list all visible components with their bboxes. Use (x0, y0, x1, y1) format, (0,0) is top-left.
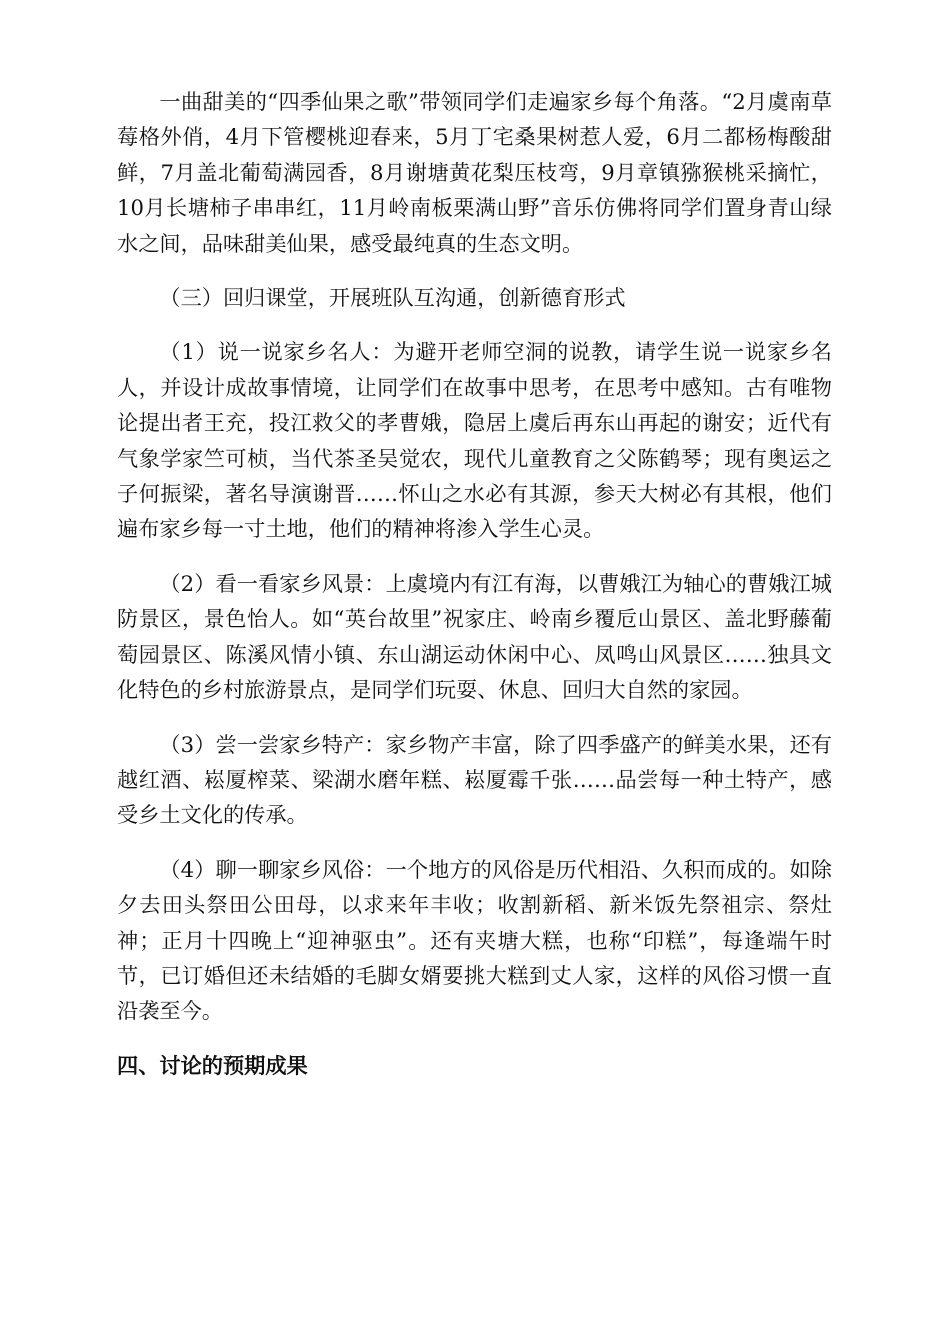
subsection-heading-return-classroom: （三）回归课堂，开展班队互沟通，创新德育形式 (159, 285, 626, 311)
section-heading-expected-results: 四、讨论的预期成果 (117, 1052, 308, 1078)
paragraph-hometown-scenery: （2）看一看家乡风景：上虞境内有江有海，以曹娥江为轴心的曹娥江城防景区，景色怡人。如“英台故里”祝家庄、岭南乡覆卮山景区、盖北野藤葡萄园景区、陈溪风情小镇、东山湖运动休闲中心、凤鸣山风景区……独具文化特色的乡村旅游景点，是同学们玩耍、休息、回归大自然的家园。 (117, 570, 832, 703)
paragraph-hometown-celebrities: （1）说一说家乡名人：为避开老师空洞的说教，请学生说一说家乡名人，并设计成故事情境，让同学们在故事中思考，在思考中感知。古有唯物论提出者王充，投江救父的孝曹娥，隐居上虞后再东山再起的谢安；近代有气象学家竺可桢，当代茶圣吴觉农，现代儿童教育之父陈鹤琴；现有奥运之子何振梁，著名导演谢晋……怀山之水必有其源，参天大树必有其根，他们遍布家乡每一寸土地，他们的精神将渗入学生心灵。 (117, 339, 832, 542)
paragraph-fruit-song: 一曲甜美的“四季仙果之歌”带领同学们走遍家乡每个角落。“2月虞南草莓格外俏，4月下管樱桃迎春来，5月丁宅桑果树惹人爱，6月二都杨梅酸甜鲜，7月盖北葡萄满园香，8月谢塘黄花梨压枝弯，9月章镇猕猴桃采摘忙，10月长塘柿子串串红，11月岭南板栗满山野”音乐仿佛将同学们置身青山绿水之间，品味甜美仙果，感受最纯真的生态文明。 (117, 89, 832, 256)
document-body (117, 84, 832, 1083)
paragraph-hometown-specialties: （3）尝一尝家乡特产：家乡物产丰富，除了四季盛产的鲜美水果，还有越红酒、崧厦榨菜、梁湖水磨年糕、崧厦霉千张……品尝每一种土特产，感受乡土文化的传承。 (117, 731, 832, 828)
paragraph-hometown-customs: （4）聊一聊家乡风俗：一个地方的风俗是历代相沿、久积而成的。如除夕去田头祭田公田母，以求来年丰收；收割新稻、新米饭先祭祖宗、祭灶神；正月十四晚上“迎神驱虫”。还有夹塘大糕，也称“印糕”，每逢端午时节，已订婚但还未结婚的毛脚女婿要挑大糕到丈人家，这样的风俗习惯一直沿袭至今。 (117, 856, 833, 1024)
